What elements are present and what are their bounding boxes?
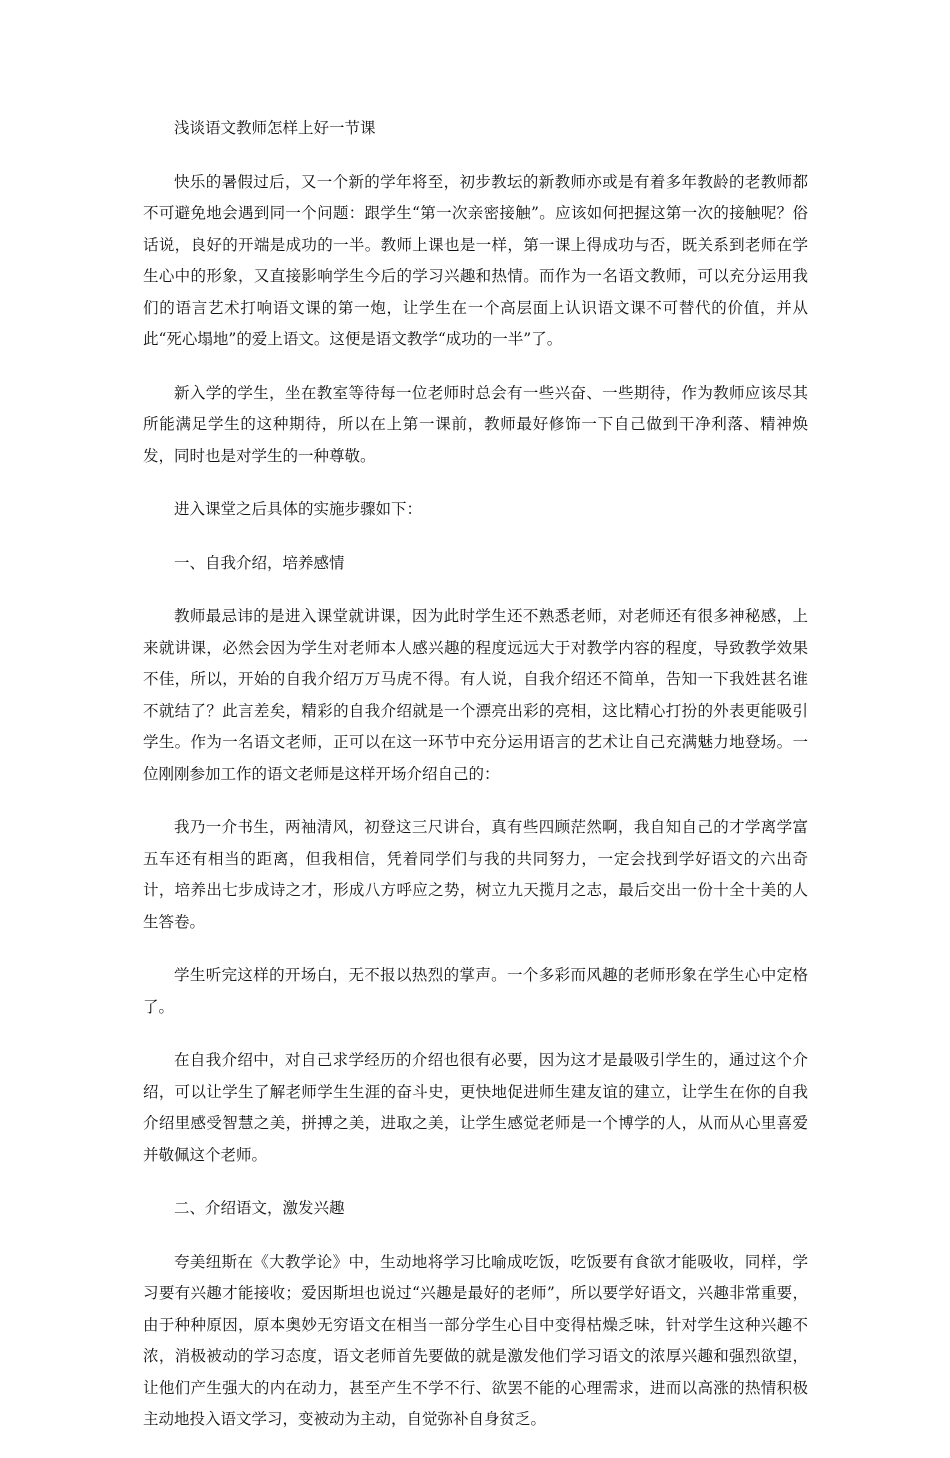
paragraph-student-reaction: 学生听完这样的开场白，无不报以热烈的掌声。一个多彩而风趣的老师形象在学生心中定格了。 <box>143 966 808 1016</box>
document-title: 浅谈语文教师怎样上好一节课 <box>174 119 376 137</box>
section-heading-self-introduction: 一、自我介绍，培养感情 <box>174 553 345 572</box>
paragraph-steps-intro: 进入课堂之后具体的实施步骤如下： <box>174 500 423 518</box>
paragraph-study-experience: 在自我介绍中，对自己求学经历的介绍也很有必要，因为这才是最吸引学生的，通过这个介绍，可以让学生了解老师学生生涯的奋斗史，更快地促进师生建友谊的建立，让学生在你的自我介绍里感受智慧之美，拼搏之美，进取之美，让学生感觉老师是一个博学的人，从而从心里喜爱并敬佩这个老师。 <box>143 1051 808 1164</box>
paragraph-new-students: 新入学的学生，坐在教室等待每一位老师时总会有一些兴奋、一些期待，作为教师应该尽其所能满足学生的这种期待，所以在上第一课前，教师最好修饰一下自己做到干净利落、精神焕发，同时也是对学生的一种尊敬。 <box>143 383 808 465</box>
paragraph-example-speech: 我乃一介书生，两袖清风，初登这三尺讲台，真有些四顾茫然啊，我自知自己的才学离学富五车还有相当的距离，但我相信，凭着同学们与我的共同努力，一定会找到学好语文的六出奇计，培养出七步成诗之才，形成八方呼应之势，树立九天揽月之志，最后交出一份十全十美的人生答卷。 <box>143 818 808 931</box>
paragraph-self-introduction: 教师最忌讳的是进入课堂就讲课，因为此时学生还不熟悉老师，对老师还有很多神秘感，上来就讲课，必然会因为学生对老师本人感兴趣的程度远远大于对教学内容的程度，导致教学效果不佳，所以，开始的自我介绍万万马虎不得。有人说，自我介绍还不简单，告知一下我姓甚名谁不就结了？此言差矣，精彩的自我介绍就是一个漂亮出彩的亮相，这比精心打扮的外表更能吸引学生。作为一名语文老师，正可以在这一环节中充分运用语言的艺术让自己充满魅力地登场。一位刚刚参加工作的语文老师是这样开场介绍自己的： <box>143 607 808 783</box>
document-page <box>143 113 808 1458</box>
section-heading-introduce-chinese: 二、介绍语文，激发兴趣 <box>174 1199 345 1217</box>
paragraph-opening: 快乐的暑假过后，又一个新的学年将至，初步教坛的新教师亦或是有着多年教龄的老教师都不可避免地会遇到同一个问题：跟学生“第一次亲密接触”。应该如何把握这第一次的接触呢？俗话说，良好的开端是成功的一半。教师上课也是一样，第一课上得成功与否，既关系到老师在学生心中的形象，又直接影响学生今后的学习兴趣和热情。而作为一名语文教师，可以充分运用我们的语言艺术打响语文课的第一炮，让学生在一个高层面上认识语文课不可替代的价值，并从此“死心塌地”的爱上语文。这便是语文教学“成功的一半”了。 <box>143 172 808 348</box>
paragraph-interest: 夸美纽斯在《大教学论》中，生动地将学习比喻成吃饭，吃饭要有食欲才能吸收，同样，学习要有兴趣才能接收；爱因斯坦也说过“兴趣是最好的老师”，所以要学好语文，兴趣非常重要，由于种种原因，原本奥妙无穷语文在相当一部分学生心目中变得枯燥乏味，针对学生这种兴趣不浓，消极被动的学习态度，语文老师首先要做的就是激发他们学习语文的浓厚兴趣和强烈欲望，让他们产生强大的内在动力，甚至产生不学不行、欲罢不能的心理需求，进而以高涨的热情积极主动地投入语文学习，变被动为主动，自觉弥补自身贫乏。 <box>143 1252 808 1428</box>
